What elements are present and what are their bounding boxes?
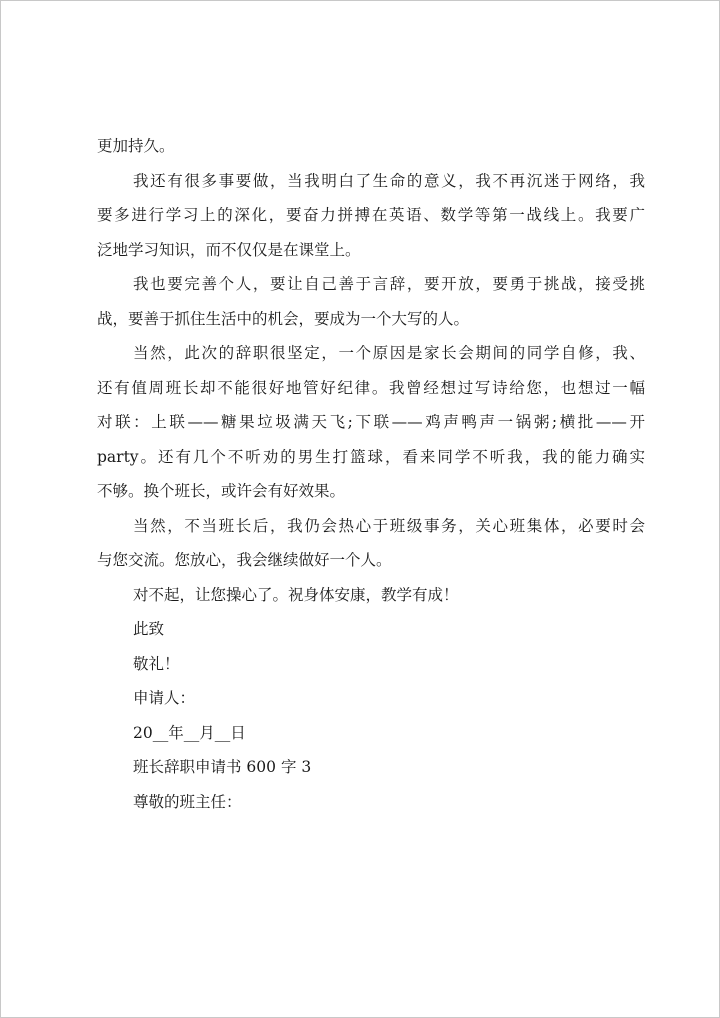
greeting-line: 尊敬的班主任： [133,792,242,811]
text-line: 对不起，让您操心了。祝身体安康，教学有成！ [133,585,459,604]
salutation-line: 此致 [133,620,165,638]
section-title: 班长辞职申请书 600 字 3 [133,758,312,776]
text-line: 泛地学习知识，而不仅仅是在课堂上。 [97,240,361,259]
text-line: 与您交流。您放心，我会继续做好一个人。 [97,551,392,569]
salutation-line: 敬礼！ [133,654,180,673]
text-line: 不够。换个班长，或许会有好效果。 [97,482,346,500]
text-line: 当然，此次的辞职很坚定，一个原因是家长会期间的同学自修，我、 [133,344,645,362]
document-body [97,129,645,819]
text-line: 我还有很多事要做，当我明白了生命的意义，我不再沉迷于网络，我 [133,171,645,190]
text-line: 要多进行学习上的深化，要奋力拼搏在英语、数学等第一战线上。我要广 [97,206,645,224]
text-line: 战，要善于抓住生活中的机会，要成为一个大写的人。 [97,309,470,328]
text-line: 还有值周班长却不能很好地管好纪律。我曾经想过写诗给您，也想过一幅 [97,378,645,397]
date-line: 20__年__月__日 [133,723,246,742]
text-line: 更加持久。 [97,137,175,155]
text-line: party。还有几个不听劝的男生打篮球，看来同学不听我，我的能力确实 [97,447,645,466]
applicant-line: 申请人： [133,689,196,707]
text-line: 我也要完善个人，要让自己善于言辞，要开放，要勇于挑战，接受挑 [133,275,645,293]
text-line: 对联：上联——糖果垃圾满天飞;下联——鸡声鸭声一锅粥;横批——开 [97,413,645,431]
text-line: 当然，不当班长后，我仍会热心于班级事务，关心班集体，必要时会 [133,516,645,535]
